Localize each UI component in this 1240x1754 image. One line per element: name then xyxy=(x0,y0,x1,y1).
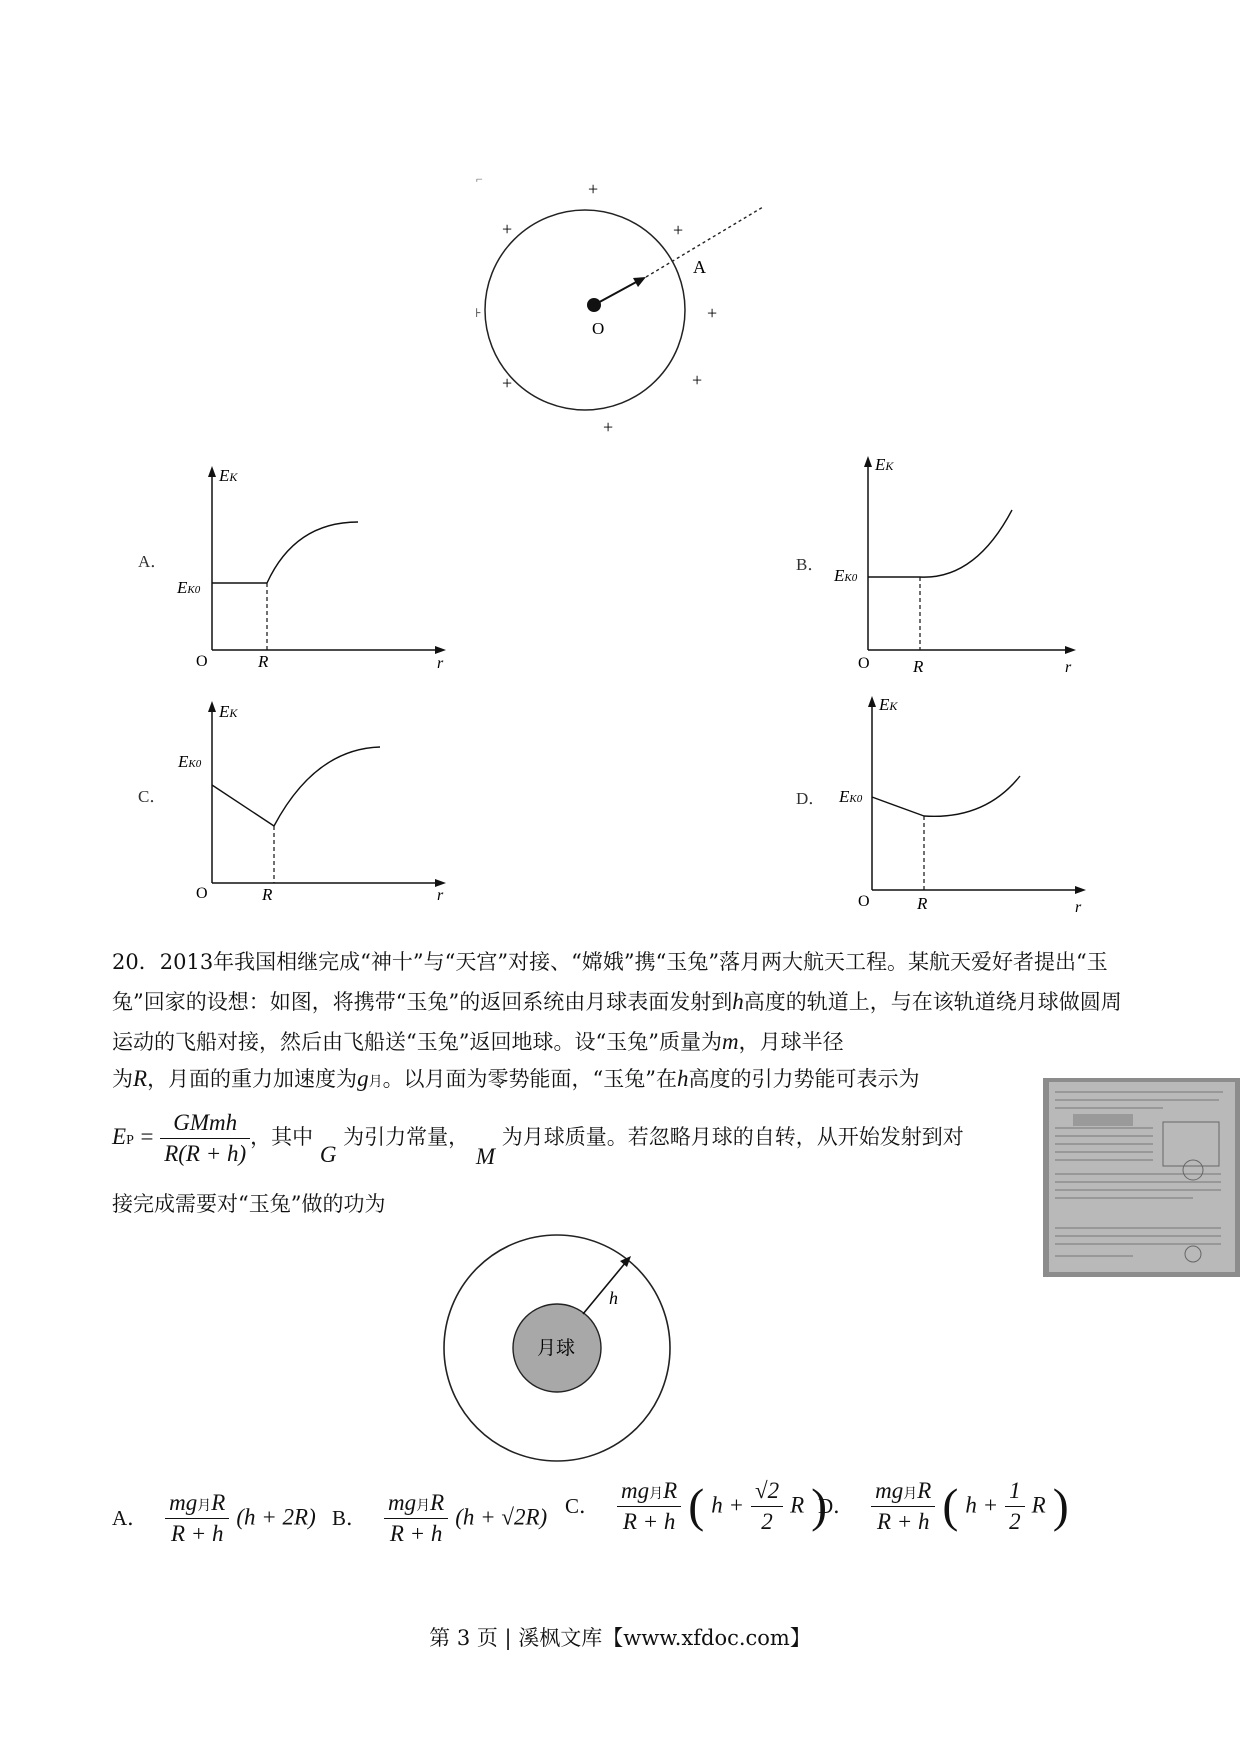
answer-option-c[interactable]: C． $\frac{\text{mg月R}}{R + h}$ ( h + $\frac{√2}{2}$ R ) xyxy=(565,1478,828,1534)
graph-d xyxy=(790,690,1120,920)
inner-fraction: $\frac{1}{2}$ xyxy=(1005,1478,1025,1535)
r-tick-label: R xyxy=(262,885,273,904)
ek0-label: EK0 xyxy=(177,578,201,597)
option-fraction: $\frac{\text{mg月R}}{R + h}$ xyxy=(165,1490,229,1547)
y-arrow xyxy=(208,466,216,477)
question-line-2: 为R，月面的重力加速度为g月。以月面为零势能面，“玉兔”在h高度的引力势能可表示为 xyxy=(112,1066,920,1091)
charge-mark: + xyxy=(502,373,513,393)
y-arrow xyxy=(868,696,876,707)
answer-option-b[interactable]: B． $\frac{\text{mg月R}}{R + h}$ (h + √2R) xyxy=(332,1490,548,1546)
origin-label: O xyxy=(858,893,870,910)
x-arrow xyxy=(435,646,446,654)
page-footer: 第 3 页 | 溪枫文库【www.xfdoc.com】 xyxy=(429,1626,811,1650)
ek-curve xyxy=(920,510,1012,577)
ek0-label: EK0 xyxy=(178,752,202,771)
y-arrow xyxy=(208,701,216,712)
moon-orbit-figure xyxy=(440,1230,675,1465)
y-axis-label: EK xyxy=(219,466,238,485)
x-arrow xyxy=(1075,886,1086,894)
velocity-arrow xyxy=(594,280,640,305)
ep-fraction: $\frac{\text{GMmh}}{R(R + h)}$ xyxy=(160,1110,250,1167)
y-axis-label: EK xyxy=(219,702,238,721)
charge-mark: + xyxy=(692,370,703,390)
option-label: D． xyxy=(796,789,826,808)
moon-label: 月球 xyxy=(537,1338,576,1359)
ek0-label: EK0 xyxy=(839,787,863,806)
option-label: B． xyxy=(796,555,825,574)
r-tick-label: R xyxy=(913,657,924,675)
x-arrow xyxy=(1065,646,1076,654)
center-label: O xyxy=(592,319,605,338)
option-fraction: $\frac{\text{mg月R}}{R + h}$ xyxy=(617,1478,681,1535)
x-axis-label: r xyxy=(437,887,444,904)
ek0-label: EK0 xyxy=(834,566,858,585)
exam-paper-thumbnail xyxy=(1043,1078,1240,1277)
option-label: C． xyxy=(138,787,167,806)
var-G: G xyxy=(319,1142,337,1167)
x-axis-label: r xyxy=(1065,659,1072,675)
ek-curve-down xyxy=(872,797,924,816)
inner-fraction: $\frac{√2}{2}$ xyxy=(751,1478,783,1535)
charge-mark: + xyxy=(502,219,513,239)
var-h: h xyxy=(677,1066,689,1091)
question-number: 20． xyxy=(112,950,160,974)
r-tick-label: R xyxy=(258,652,269,671)
option-label: A． xyxy=(138,552,168,571)
r-tick-label: R xyxy=(917,894,928,913)
charge-mark: + xyxy=(673,220,684,240)
question-text: 2013年我国相继完成“神十”与“天宫”对接、“嫦娥”携“玉兔”落月两大航天工程。某航天爱好者提出“玉兔”回家的设想：如图，将携带“玉兔”的返回系统由月球表面发射到 xyxy=(112,950,1108,1014)
y-axis-label: EK xyxy=(875,455,894,474)
sphere-circle xyxy=(485,210,685,410)
x-axis-label: r xyxy=(437,655,444,672)
var-R: R xyxy=(133,1066,148,1091)
var-h: h xyxy=(732,989,744,1014)
x-axis-label: r xyxy=(1075,899,1082,916)
y-arrow xyxy=(864,456,872,467)
side-mark: ⌐ xyxy=(476,172,483,186)
ek-curve xyxy=(924,776,1020,816)
question-line-3: EP = $\frac{\text{GMmh}}{R(R + h)}$ ，其中 G 为引力常量， M 为月球质量。若忽略月球的自转，从开始发射到对 xyxy=(112,1110,964,1169)
graph-a xyxy=(130,460,460,680)
answer-option-d[interactable]: D． $\frac{\text{mg月R}}{R + h}$ ( h + $\frac{1}{2}$ R ) xyxy=(818,1478,1069,1534)
graph-b xyxy=(790,450,1120,675)
graph-c xyxy=(130,695,460,910)
option-fraction: $\frac{\text{mg月R}}{R + h}$ xyxy=(384,1490,448,1547)
y-axis-label: EK xyxy=(879,695,898,714)
ek-curve xyxy=(274,747,380,826)
charge-mark: + xyxy=(588,179,599,199)
side-mark: ⊦ xyxy=(475,306,482,320)
h-arrow xyxy=(583,1262,626,1314)
h-label: h xyxy=(609,1288,618,1308)
origin-label: O xyxy=(196,885,208,902)
option-fraction: $\frac{\text{mg月R}}{R + h}$ xyxy=(871,1478,935,1535)
question-20-paragraph xyxy=(112,942,1122,1062)
point-a-label: A xyxy=(693,257,706,277)
var-M: M xyxy=(475,1144,496,1169)
question-text: 高度的轨道上，与在该轨道绕月球做圆周运动的飞船对接，然后由飞船送“玉兔”返回地球。设“玉兔”质量为 xyxy=(112,990,1122,1054)
var-m: m xyxy=(721,1029,739,1054)
origin-label: O xyxy=(858,655,870,672)
ek-curve-down xyxy=(212,785,274,826)
ep-symbol: EP xyxy=(112,1124,134,1149)
question-line-4: 接完成需要对“玉兔”做的功为 xyxy=(112,1192,386,1216)
x-arrow xyxy=(435,879,446,887)
question-text: ，月球半径 xyxy=(738,1030,844,1054)
ek-curve xyxy=(267,522,358,583)
origin-label: O xyxy=(196,653,208,670)
charge-mark: + xyxy=(707,303,718,323)
answer-option-a[interactable]: A． $\frac{\text{mg月R}}{R + h}$ (h + 2R) xyxy=(112,1490,316,1546)
var-g: g月 xyxy=(357,1066,383,1091)
charge-mark: + xyxy=(603,417,614,437)
charged-sphere-figure xyxy=(460,165,780,445)
